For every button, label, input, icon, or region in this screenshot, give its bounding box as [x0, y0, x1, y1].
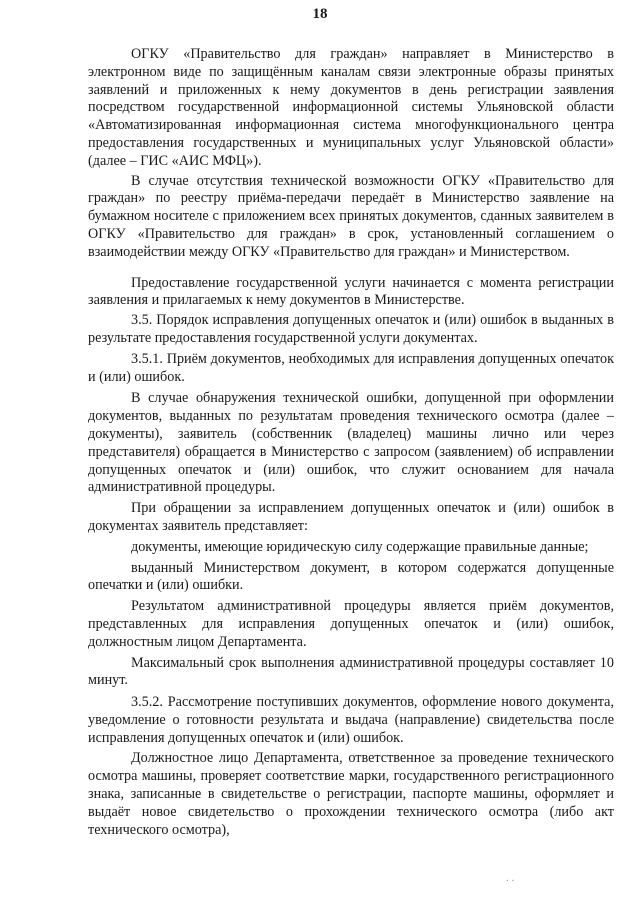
- paragraph-applicant-submits: При обращении за исправлением допущенных опечаток и (или) ошибок в документах заявитель представляет:: [88, 500, 614, 534]
- list-item-correct-documents: документы, имеющие юридическую силу содержащие правильные данные;: [131, 538, 589, 555]
- document-body: [88, 46, 614, 839]
- page-number: 18: [312, 6, 328, 22]
- paragraph-service-start: Предоставление государственной услуги начинается с момента регистрации заявления и прилагаемых к нему документов в Министерстве.: [88, 274, 614, 309]
- paragraph-max-duration: Максимальный срок выполнения административной процедуры составляет 10 минут.: [88, 654, 614, 689]
- list-item-issued-document: выданный Министерством документ, в котором содержатся допущенные опечатки и (или) ошибки.: [88, 559, 614, 594]
- paragraph-no-technical-possibility: В случае отсутствия технической возможности ОГКУ «Правительство для граждан» по реестру приёма-передачи передаёт в Министерство заявление на бумажном носителе с приложением всех принятых документов, сданных заявителем в ОГКУ «Правительство для граждан» в срок, установленный соглашением о взаимодействии между ОГКУ «Правительство для граждан» и Министерством.: [88, 172, 614, 260]
- section-heading-3-5: 3.5. Порядок исправления допущенных опечаток и (или) ошибок в выданных в результате предоставления государственной услуги документах.: [88, 312, 614, 346]
- paragraph-procedure-result: Результатом административной процедуры является приём документов, представленных для исправления допущенных опечаток и (или) ошибок, должностным лицом Департамента.: [88, 598, 614, 650]
- paragraph-transmission: ОГКУ «Правительство для граждан» направляет в Министерство в электронном виде по защищённым каналам связи электронные образы принятых заявлений и приложенных к нему документов в день регистрации заявления посредством государственной информационной системы Ульяновской области «Автоматизированная информационная система многофункционального центра предоставления государственных и муниципальных услуг Ульяновской области» (далее – ГИС «АИС МФЦ»).: [88, 46, 614, 169]
- section-heading-3-5-1: 3.5.1. Приём документов, необходимых для исправления допущенных опечаток и (или) ошибок.: [88, 350, 614, 385]
- footer-mark: . .: [506, 872, 515, 884]
- paragraph-responsible-official: Должностное лицо Департамента, ответственное за проведение технического осмотра машины, проверяет соответствие марки, государственного регистрационного знака, записанные в свидетельстве о регистрации, паспорте машины, оформляет и выдаёт новое свидетельство о прохождении технического осмотра (либо акт технического осмотра),: [88, 750, 614, 838]
- section-heading-3-5-2: 3.5.2. Рассмотрение поступивших документов, оформление нового документа, уведомление о готовности результата и выдача (направление) свидетельства после исправления допущенных опечаток и (или) ошибок.: [88, 694, 614, 746]
- paragraph-technical-error: В случае обнаружения технической ошибки, допущенной при оформлении документов, выданных по результатам проведения технического осмотра (далее – документы), заявитель (собственник (владелец) машины лично или через представителя) обращается в Министерство с запросом (заявлением) об исправлении допущенных опечаток и (или) ошибок, что служит основанием для начала административной процедуры.: [88, 390, 614, 496]
